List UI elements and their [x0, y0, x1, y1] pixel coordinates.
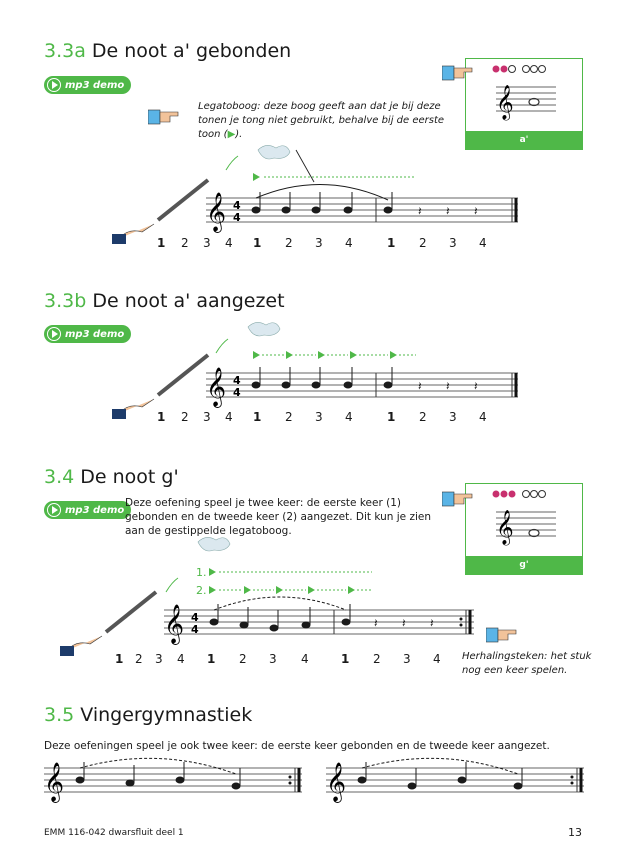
legato-note-text: Legatoboog: deze boog geeft aan dat je bij deze tonen je tong niet gebruikt, behalve bij de eerste toon ( — [198, 101, 445, 140]
fingering-label-a: a' — [466, 131, 582, 149]
section-title: De noot a' aangezet — [92, 290, 285, 312]
count-beat: 4 — [345, 410, 353, 424]
play-icon — [47, 327, 61, 341]
legato-note-end: ). — [235, 129, 243, 140]
count-beat: 4 — [345, 236, 353, 250]
flute-icon — [112, 180, 208, 244]
time-signature-top: 4 — [233, 374, 241, 387]
treble-clef-icon: 𝄞 — [164, 604, 185, 644]
play-marker-icon: ▶ — [227, 129, 236, 140]
heading-3-4 — [44, 466, 179, 488]
count-beat: 2 — [239, 652, 247, 666]
treble-clef-icon: 𝄞 — [326, 762, 347, 802]
count-beat: 3 — [315, 236, 323, 250]
count-beat: 1 — [253, 410, 262, 424]
play-icon — [47, 503, 61, 517]
svg-text:𝄽: 𝄽 — [418, 379, 422, 393]
section-number: 3.3a — [44, 40, 86, 62]
svg-text:𝄽: 𝄽 — [402, 616, 406, 630]
footer-label: EMM 116-042 dwarsfluit deel 1 — [44, 828, 184, 838]
s35-instructions: Deze oefeningen speel je ook twee keer: de eerste keer gebonden en de tweede keer aangezet. — [44, 740, 550, 752]
pointing-hand-icon — [442, 64, 474, 82]
count-beat: 3 — [403, 652, 411, 666]
count-beat: 2 — [135, 652, 143, 666]
count-beat: 4 — [177, 652, 185, 666]
pass-label-second: 2. — [196, 584, 207, 597]
svg-text:𝄽: 𝄽 — [446, 379, 450, 393]
count-beat: 3 — [449, 410, 457, 424]
time-signature-bottom: 4 — [233, 211, 241, 224]
mp3-label: mp3 demo — [65, 79, 125, 91]
count-beat: 4 — [479, 410, 487, 424]
svg-text:𝄽: 𝄽 — [446, 204, 450, 218]
count-beat: 3 — [315, 410, 323, 424]
treble-clef-icon: 𝄞 — [206, 192, 227, 232]
count-beat: 1 — [253, 236, 262, 250]
mp3-label: mp3 demo — [65, 504, 125, 516]
count-beat: 1 — [157, 410, 166, 424]
svg-text:𝄽: 𝄽 — [418, 204, 422, 218]
exercise-3-5-a — [40, 752, 310, 808]
fingering-label-g: g' — [466, 556, 582, 574]
treble-clef-icon: 𝄞 — [206, 367, 227, 407]
fingering-chart-a — [466, 59, 582, 131]
count-beat: 1 — [207, 652, 216, 666]
time-signature-top: 4 — [191, 611, 199, 624]
heading-3-3b — [44, 290, 285, 312]
count-beat: 2 — [181, 236, 189, 250]
exercise-3-5-b — [322, 752, 592, 808]
pointing-hand-icon — [442, 490, 474, 508]
time-signature-bottom: 4 — [191, 623, 199, 636]
svg-text:𝄞: 𝄞 — [496, 85, 514, 120]
count-beat: 2 — [285, 236, 293, 250]
time-signature-bottom: 4 — [233, 386, 241, 399]
pointing-hand-icon — [486, 626, 518, 644]
treble-clef-icon: 𝄞 — [44, 762, 65, 802]
breath-cloud-icon — [258, 145, 290, 159]
pass-label-first: 1. — [196, 566, 207, 579]
mp3-label: mp3 demo — [65, 328, 125, 340]
section-number: 3.5 — [44, 704, 75, 726]
heading-3-3a — [44, 40, 291, 62]
play-marker-icon — [253, 173, 260, 181]
s34-instructions: Deze oefening speel je twee keer: de eerste keer (1) gebonden en de tweede keer (2) aangezet. Dit kun je zien aan de gestippelde legatoboog. — [125, 497, 432, 537]
page-number: 13 — [568, 826, 582, 839]
count-beat: 1 — [115, 652, 124, 666]
count-beat: 2 — [285, 410, 293, 424]
count-beat: 4 — [225, 236, 233, 250]
time-signature-top: 4 — [233, 199, 241, 212]
legato-note — [198, 100, 460, 142]
count-beat: 4 — [301, 652, 309, 666]
fingering-box-a — [465, 58, 583, 150]
count-beat: 2 — [181, 410, 189, 424]
count-beat: 4 — [225, 410, 233, 424]
mp3-demo-button[interactable] — [44, 501, 131, 519]
svg-text:𝄽: 𝄽 — [374, 616, 378, 630]
count-beat: 3 — [203, 236, 211, 250]
count-beat: 1 — [387, 236, 396, 250]
section-title: De noot a' gebonden — [91, 40, 292, 62]
svg-text:𝄞: 𝄞 — [496, 510, 514, 545]
svg-text:𝄽: 𝄽 — [474, 204, 478, 218]
count-beat: 2 — [419, 410, 427, 424]
exercise-3-4 — [56, 530, 496, 660]
count-beat: 2 — [373, 652, 381, 666]
mp3-demo-button[interactable] — [44, 76, 131, 94]
section-number: 3.3b — [44, 290, 87, 312]
count-beat: 1 — [157, 236, 166, 250]
play-icon — [47, 78, 61, 92]
pointing-hand-icon — [148, 108, 180, 126]
section-title: Vingergymnastiek — [80, 704, 253, 726]
heading-3-5 — [44, 704, 252, 726]
repeat-note: Herhalingsteken: het stuk nog een keer spelen. — [462, 651, 592, 676]
svg-text:𝄽: 𝄽 — [474, 379, 478, 393]
section-number: 3.4 — [44, 466, 75, 488]
count-beat: 4 — [479, 236, 487, 250]
breath-cloud-icon — [248, 322, 280, 336]
section-title: De noot g' — [80, 466, 179, 488]
count-beat: 3 — [203, 410, 211, 424]
flute-icon — [60, 592, 156, 656]
count-beat: 4 — [433, 652, 441, 666]
svg-text:𝄽: 𝄽 — [430, 616, 434, 630]
count-beat: 3 — [449, 236, 457, 250]
count-beat: 2 — [419, 236, 427, 250]
breath-cloud-icon — [198, 537, 230, 551]
count-beat: 1 — [387, 410, 396, 424]
count-beat: 3 — [155, 652, 163, 666]
count-beat: 1 — [341, 652, 350, 666]
count-beat: 3 — [269, 652, 277, 666]
